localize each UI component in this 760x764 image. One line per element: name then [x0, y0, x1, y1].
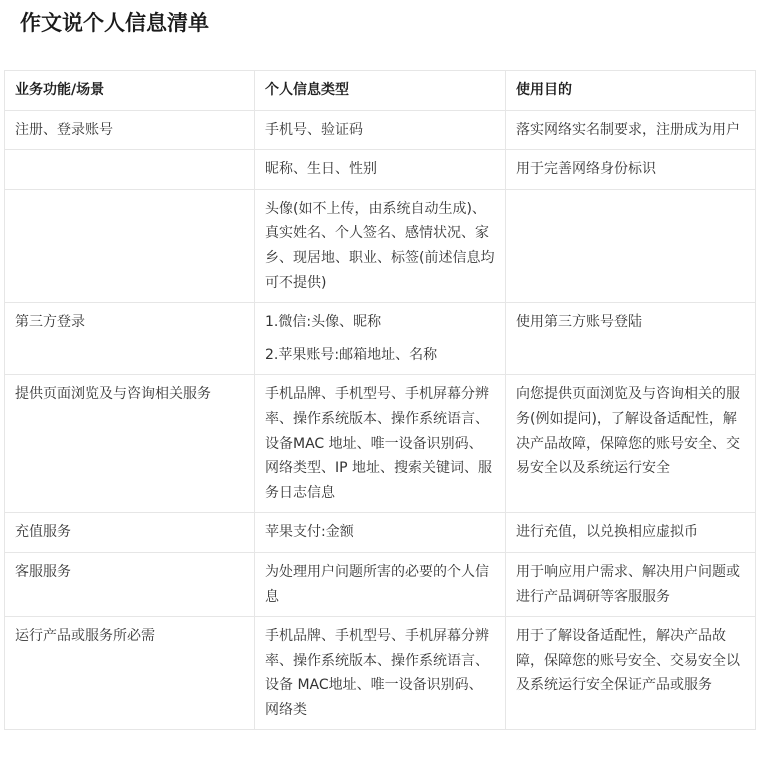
cell-scenario: 注册、登录账号 — [5, 110, 255, 150]
cell-scenario: 提供页面浏览及与咨询相关服务 — [5, 375, 255, 513]
table-row — [5, 150, 756, 190]
cell-info-type: 苹果支付:金额 — [255, 513, 506, 553]
table-row — [5, 513, 756, 553]
header-info-type: 个人信息类型 — [255, 71, 506, 111]
cell-purpose: 用于响应用户需求、解决用户问题或进行产品调研等客服服务 — [506, 552, 756, 616]
cell-purpose: 落实网络实名制要求，注册成为用户 — [506, 110, 756, 150]
info-type-line: 2.苹果账号:邮箱地址、名称 — [265, 346, 438, 363]
cell-info-type: 手机号、验证码 — [255, 110, 506, 150]
cell-info-type — [255, 303, 506, 375]
personal-info-table — [4, 70, 756, 730]
table-row — [5, 189, 756, 302]
cell-purpose — [506, 189, 756, 302]
cell-purpose: 进行充值，以兑换相应虚拟币 — [506, 513, 756, 553]
cell-info-type: 手机品牌、手机型号、手机屏幕分辨率、操作系统版本、操作系统语言、设备 MAC地址、唯一设备识别码、网络类 — [255, 617, 506, 730]
cell-purpose: 向您提供页面浏览及与咨询相关的服务(例如提问)，了解设备适配性，解决产品故障，保障您的账号安全、交易安全以及系统运行安全 — [506, 375, 756, 513]
table-row — [5, 617, 756, 730]
cell-scenario: 运行产品或服务所必需 — [5, 617, 255, 730]
cell-scenario: 客服服务 — [5, 552, 255, 616]
table-row — [5, 110, 756, 150]
table-row — [5, 552, 756, 616]
cell-purpose: 用于完善网络身份标识 — [506, 150, 756, 190]
cell-scenario — [5, 150, 255, 190]
cell-purpose: 使用第三方账号登陆 — [506, 303, 756, 375]
page-title: 作文说个人信息清单 — [20, 11, 209, 35]
cell-info-type: 手机品牌、手机型号、手机屏幕分辨率、操作系统版本、操作系统语言、设备MAC 地址、唯一设备识别码、网络类型、IP 地址、搜索关键词、服务日志信息 — [255, 375, 506, 513]
info-type-line: 1.微信:头像、昵称 — [265, 314, 382, 331]
table-row — [5, 303, 756, 375]
cell-scenario: 充值服务 — [5, 513, 255, 553]
table-header-row — [5, 71, 756, 111]
cell-info-type: 昵称、生日、性别 — [255, 150, 506, 190]
cell-scenario: 第三方登录 — [5, 303, 255, 375]
cell-info-type: 为处理用户问题所害的必要的个人信息 — [255, 552, 506, 616]
header-scenario: 业务功能/场景 — [5, 71, 255, 111]
cell-scenario — [5, 189, 255, 302]
table-row — [5, 375, 756, 513]
cell-purpose: 用于了解设备适配性，解决产品故障，保障您的账号安全、交易安全以及系统运行安全保证产品或服务 — [506, 617, 756, 730]
cell-info-type: 头像(如不上传，由系统自动生成)、真实姓名、个人签名、感情状况、家乡、现居地、职业、标签(前述信息均可不提供) — [255, 189, 506, 302]
header-purpose: 使用目的 — [506, 71, 756, 111]
